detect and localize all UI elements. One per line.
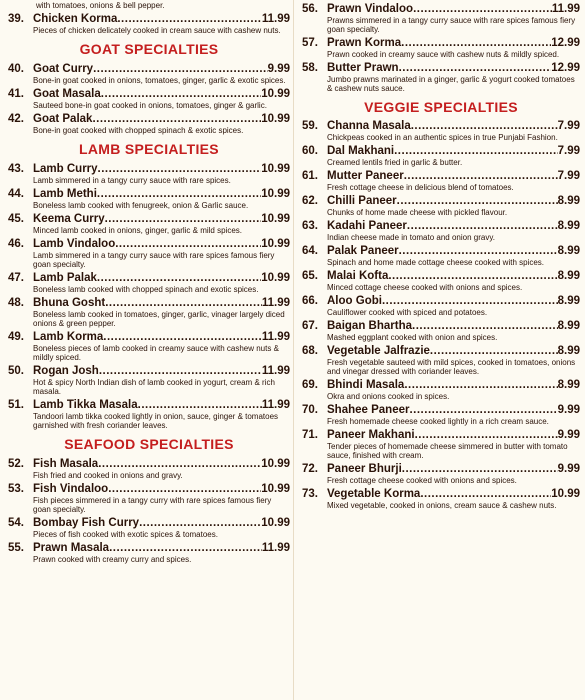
- menu-item: [8, 212, 290, 235]
- menu-item: [8, 330, 290, 362]
- item-name: Lamb Tikka Masala: [33, 399, 138, 411]
- item-price: 7.99: [557, 170, 580, 182]
- menu-item-row: [8, 271, 290, 285]
- item-description: Boneless pieces of lamb cooked in creamy sauce with cashew nuts & mildly spiced.: [33, 344, 279, 362]
- item-number: 60.: [302, 145, 318, 157]
- item-number: 57.: [302, 37, 318, 49]
- dot-leader: [103, 330, 262, 344]
- dot-leader: [105, 212, 262, 226]
- menu-item: [8, 516, 290, 539]
- menu-item-row: [8, 398, 290, 412]
- dot-leader: [101, 87, 261, 101]
- dot-leader: [415, 428, 558, 442]
- dot-leader: [399, 61, 552, 75]
- item-name: Chilli Paneer: [327, 195, 397, 207]
- item-price: 11.99: [261, 399, 290, 411]
- menu-item: [8, 112, 290, 135]
- item-description: Jumbo prawns marinated in a ginger, garlic & yogurt cooked tomatoes & cashew nuts sauce.: [327, 75, 575, 93]
- menu-item: [302, 169, 580, 192]
- item-number: 43.: [8, 163, 24, 175]
- item-price: 10.99: [261, 272, 290, 284]
- dot-leader: [117, 12, 261, 26]
- dot-leader: [404, 169, 558, 183]
- item-price: 10.99: [261, 213, 290, 225]
- item-number: 58.: [302, 62, 318, 74]
- item-number: 69.: [302, 379, 318, 391]
- column-divider: [293, 0, 294, 700]
- item-name: Mutter Paneer: [327, 170, 404, 182]
- dot-leader: [388, 269, 557, 283]
- item-name: Goat Curry: [33, 63, 94, 75]
- item-number: 42.: [8, 113, 24, 125]
- menu-item: [302, 36, 580, 59]
- menu-item-row: [302, 244, 580, 258]
- item-price: 8.99: [557, 320, 580, 332]
- seafood-items: [8, 457, 290, 564]
- menu-item: [8, 398, 290, 430]
- item-name: Palak Paneer: [327, 245, 399, 257]
- item-number: 51.: [8, 399, 24, 411]
- item-name: Fish Vindaloo: [33, 483, 109, 495]
- menu-item: [8, 271, 290, 294]
- item-description: Chunks of home made cheese with pickled flavour.: [327, 208, 508, 217]
- item-name: Kadahi Paneer: [327, 220, 407, 232]
- menu-item-row: [302, 487, 580, 501]
- item-name: Dal Makhani: [327, 145, 395, 157]
- menu-item-row: [8, 87, 290, 101]
- item-description: Boneless lamb cooked with fenugreek, onion & Garlic sauce.: [33, 201, 249, 210]
- item-number: 67.: [302, 320, 318, 332]
- goat-items: [8, 62, 290, 135]
- item-price: 10.99: [261, 163, 290, 175]
- menu-item-row: [8, 457, 290, 471]
- menu-item-row: [302, 36, 580, 50]
- item-number: 52.: [8, 458, 24, 470]
- item-number: 46.: [8, 238, 24, 250]
- item-number: 62.: [302, 195, 318, 207]
- menu-item-row: [302, 169, 580, 183]
- goat-specialties-heading: GOAT SPECIALTIES: [79, 41, 219, 57]
- item-description: Okra and onions cooked in spices.: [327, 392, 450, 401]
- item-number: 65.: [302, 270, 318, 282]
- menu-item-row: [8, 162, 290, 176]
- item-name: Malai Kofta: [327, 270, 389, 282]
- item-price: 8.99: [557, 195, 580, 207]
- item-description: Prawn cooked with creamy curry and spices.: [33, 555, 192, 564]
- item-description: Bone-in goat cooked with chopped spinach & exotic spices.: [33, 126, 244, 135]
- dot-leader: [394, 144, 558, 158]
- item-price: 11.99: [261, 297, 290, 309]
- veggie-specialties-heading: VEGGIE SPECIALTIES: [364, 99, 518, 115]
- item-name: Rogan Josh: [33, 365, 99, 377]
- item-number: 50.: [8, 365, 24, 377]
- menu-item-row: [302, 344, 580, 358]
- item-number: 70.: [302, 404, 318, 416]
- menu-item: [8, 482, 290, 514]
- item-description: Pieces of chicken delicately cooked in cream sauce with cashew nuts.: [33, 26, 281, 35]
- item-price: 10.99: [261, 458, 290, 470]
- dot-leader: [430, 344, 558, 358]
- item-price: 8.99: [557, 220, 580, 232]
- menu-item: [8, 62, 290, 85]
- menu-item: [302, 219, 580, 242]
- menu-item: [8, 12, 290, 35]
- menu-item-row: [302, 294, 580, 308]
- item-description: Mixed vegetable, cooked in onions, cream sauce & cashew nuts.: [327, 501, 557, 510]
- item-name: Paneer Makhani: [327, 429, 415, 441]
- item-description: Lamb simmered in a tangy curry sauce with rare spices.: [33, 176, 231, 185]
- chicken-items: [8, 12, 290, 35]
- menu-item: [302, 462, 580, 485]
- dot-leader: [108, 482, 261, 496]
- item-number: 71.: [302, 429, 318, 441]
- item-price: 9.99: [557, 404, 580, 416]
- menu-item-row: [302, 144, 580, 158]
- item-number: 40.: [8, 63, 24, 75]
- item-number: 45.: [8, 213, 24, 225]
- menu-item-row: [8, 187, 290, 201]
- menu-item: [8, 187, 290, 210]
- item-description: Minced cottage cheese cooked with onions and spices.: [327, 283, 523, 292]
- dot-leader: [138, 398, 262, 412]
- item-name: Bombay Fish Curry: [33, 517, 140, 529]
- item-price: 9.99: [267, 63, 290, 75]
- menu-item-row: [302, 319, 580, 333]
- dot-leader: [420, 487, 551, 501]
- menu-item: [302, 119, 580, 142]
- dot-leader: [413, 2, 552, 16]
- menu-item-row: [8, 482, 290, 496]
- menu-item-row: [302, 269, 580, 283]
- item-description: Prawns simmered in a tangy curry sauce with rare spices famous fiery goan specialty.: [327, 16, 576, 34]
- menu-item-row: [8, 296, 290, 310]
- item-description: Fresh cottage cheese in delicious blend of tomatoes.: [327, 183, 514, 192]
- item-number: 53.: [8, 483, 24, 495]
- item-name: Shahee Paneer: [327, 404, 410, 416]
- menu-item: [302, 319, 580, 342]
- left-column: [8, 0, 290, 564]
- item-price: 11.99: [261, 542, 290, 554]
- menu-item: [302, 487, 580, 510]
- menu-item: [302, 403, 580, 426]
- item-description: Lamb simmered in a tangy curry sauce with rare spices famous fiery goan specialty.: [33, 251, 275, 269]
- item-number: 66.: [302, 295, 318, 307]
- item-number: 59.: [302, 120, 318, 132]
- item-name: Lamb Curry: [33, 163, 98, 175]
- item-number: 68.: [302, 345, 318, 357]
- item-name: Goat Masala: [33, 88, 101, 100]
- item-price: 7.99: [557, 145, 580, 157]
- menu-item: [302, 294, 580, 317]
- item-number: 61.: [302, 170, 318, 182]
- dot-leader: [409, 403, 557, 417]
- item-description: Fresh cottage cheese cooked with onions and spices.: [327, 476, 517, 485]
- item-name: Prawn Korma: [327, 37, 402, 49]
- item-name: Lamb Vindaloo: [33, 238, 116, 250]
- menu-item: [8, 364, 290, 396]
- menu-item: [8, 87, 290, 110]
- menu-item-row: [8, 237, 290, 251]
- item-price: 11.99: [261, 13, 290, 25]
- item-description: Spinach and home made cottage cheese cooked with spices.: [327, 258, 545, 267]
- item-price: 12.99: [551, 62, 580, 74]
- item-number: 44.: [8, 188, 24, 200]
- menu-item: [8, 296, 290, 328]
- item-price: 9.99: [557, 463, 580, 475]
- item-price: 10.99: [261, 188, 290, 200]
- item-name: Fish Masala: [33, 458, 99, 470]
- item-name: Prawn Masala: [33, 542, 110, 554]
- dot-leader: [92, 112, 261, 126]
- item-number: 54.: [8, 517, 24, 529]
- menu-item: [302, 244, 580, 267]
- menu-item: [8, 541, 290, 564]
- item-description: Fresh vegetable sauteed with mild spices, cooked in tomatoes, onions and vinegar dressed with coriander leaves.: [327, 358, 576, 376]
- item-description: Fish pieces simmered in a tangy curry with rare spices famous fiery goan specialty.: [33, 496, 272, 514]
- item-description: Indian cheese made in tomato and onion gravy.: [327, 233, 495, 242]
- item-name: Bhuna Gosht: [33, 297, 106, 309]
- item-price: 8.99: [557, 245, 580, 257]
- item-price: 11.99: [551, 3, 580, 15]
- dot-leader: [382, 294, 558, 308]
- item-price: 12.99: [551, 37, 580, 49]
- menu-item-row: [302, 462, 580, 476]
- dot-leader: [407, 219, 558, 233]
- menu-item: [302, 344, 580, 376]
- item-description: Chickpeas cooked in an authentic spices in true Punjabi Fashion.: [327, 133, 558, 142]
- item-number: 39.: [8, 13, 24, 25]
- dot-leader: [397, 194, 558, 208]
- item-price: 10.99: [261, 113, 290, 125]
- menu-item: [302, 194, 580, 217]
- menu-item-row: [8, 112, 290, 126]
- item-description: Fish fried and cooked in onions and gravy.: [33, 471, 183, 480]
- item-description: Creamed lentils fried in garlic & butter.: [327, 158, 463, 167]
- menu-item: [8, 162, 290, 185]
- menu-item-row: [302, 428, 580, 442]
- item-price: 9.99: [557, 429, 580, 441]
- item-number: 72.: [302, 463, 318, 475]
- item-name: Lamb Methi: [33, 188, 97, 200]
- item-price: 8.99: [557, 295, 580, 307]
- item-name: Lamb Korma: [33, 331, 104, 343]
- menu-item-row: [8, 330, 290, 344]
- item-name: Vegetable Korma: [327, 488, 421, 500]
- menu-item-row: [302, 219, 580, 233]
- item-number: 63.: [302, 220, 318, 232]
- menu-item: [302, 61, 580, 93]
- dot-leader: [399, 244, 558, 258]
- item-number: 73.: [302, 488, 318, 500]
- veggie-items: [302, 119, 580, 510]
- dot-leader: [401, 36, 551, 50]
- menu-item-row: [8, 12, 290, 26]
- prawn-items: [302, 2, 580, 93]
- item-price: 8.99: [557, 379, 580, 391]
- item-description: Sauteed bone-in goat cooked in onions, tomatoes, ginger & garlic.: [33, 101, 267, 110]
- item-price: 10.99: [261, 483, 290, 495]
- dot-leader: [412, 319, 558, 333]
- item-description: Boneless lamb cooked in tomatoes, ginger, garlic, vinager largely diced onions & green pepper.: [33, 310, 285, 328]
- item-number: 47.: [8, 272, 24, 284]
- item-name: Butter Prawn: [327, 62, 399, 74]
- menu-item: [302, 2, 580, 34]
- menu-item-row: [302, 403, 580, 417]
- dot-leader: [109, 541, 262, 555]
- lamb-items: [8, 162, 290, 430]
- item-description: Tandoori lamb tikka cooked lightly in onion, sauce, ginger & tomatoes garnished with fresh coriander leaves.: [33, 412, 279, 430]
- dot-leader: [99, 364, 262, 378]
- item-description: Boneless lamb cooked with chopped spinach and exotic spices.: [33, 285, 259, 294]
- item-price: 11.99: [261, 365, 290, 377]
- item-price: 10.99: [261, 88, 290, 100]
- menu-item: [302, 269, 580, 292]
- menu-item-row: [8, 541, 290, 555]
- menu-item-row: [302, 2, 580, 16]
- item-name: Bhindi Masala: [327, 379, 405, 391]
- item-price: 7.99: [557, 120, 580, 132]
- menu-item-row: [302, 378, 580, 392]
- item-price: 10.99: [261, 517, 290, 529]
- dot-leader: [98, 457, 261, 471]
- item-name: Baigan Bhartha: [327, 320, 412, 332]
- item-number: 56.: [302, 3, 318, 15]
- item-description: Pieces of fish cooked with exotic spices & tomatoes.: [33, 530, 218, 539]
- dot-leader: [139, 516, 261, 530]
- dot-leader: [404, 378, 557, 392]
- dot-leader: [98, 162, 262, 176]
- item-name: Goat Palak: [33, 113, 93, 125]
- item-number: 41.: [8, 88, 24, 100]
- continued-description: with tomatoes, onions & bell pepper.: [36, 1, 165, 10]
- item-price: 10.99: [551, 488, 580, 500]
- item-number: 64.: [302, 245, 318, 257]
- item-name: Lamb Palak: [33, 272, 97, 284]
- item-price: 8.99: [557, 345, 580, 357]
- item-name: Aloo Gobi: [327, 295, 382, 307]
- item-name: Vegetable Jalfrazie: [327, 345, 430, 357]
- menu-item-row: [8, 62, 290, 76]
- item-description: Fresh homemade cheese cooked lightly in a rich cream sauce.: [327, 417, 549, 426]
- menu-item-row: [8, 212, 290, 226]
- item-description: Hot & spicy North Indian dish of lamb cooked in yogurt, cream & rich masala.: [33, 378, 275, 396]
- menu-item-row: [302, 194, 580, 208]
- menu-item: [8, 457, 290, 480]
- item-name: Channa Masala: [327, 120, 411, 132]
- menu-item-row: [8, 516, 290, 530]
- lamb-specialties-heading: LAMB SPECIALTIES: [79, 141, 219, 157]
- item-name: Prawn Vindaloo: [327, 3, 414, 15]
- menu-item-row: [302, 119, 580, 133]
- item-description: Tender pieces of homemade cheese simmered in butter with tomato sauce, finished with cream.: [327, 442, 568, 460]
- menu-item-row: [8, 364, 290, 378]
- seafood-specialties-heading: SEAFOOD SPECIALTIES: [64, 436, 234, 452]
- dot-leader: [97, 271, 261, 285]
- dot-leader: [402, 462, 558, 476]
- dot-leader: [411, 119, 558, 133]
- menu-item: [8, 237, 290, 269]
- item-price: 11.99: [261, 331, 290, 343]
- item-number: 49.: [8, 331, 24, 343]
- item-number: 48.: [8, 297, 24, 309]
- item-number: 55.: [8, 542, 24, 554]
- dot-leader: [115, 237, 261, 251]
- item-description: Cauliflower cooked with spiced and potatoes.: [327, 308, 488, 317]
- item-name: Paneer Bhurji: [327, 463, 402, 475]
- item-name: Chicken Korma: [33, 13, 118, 25]
- item-description: Minced lamb cooked in onions, ginger, garlic & mild spices.: [33, 226, 242, 235]
- menu-item-row: [302, 61, 580, 75]
- right-column: [302, 0, 580, 510]
- item-description: Mashed eggplant cooked with onion and spices.: [327, 333, 498, 342]
- menu-item: [302, 144, 580, 167]
- item-description: Bone-in goat cooked in onions, tomatoes, ginger, garlic & exotic spices.: [33, 76, 286, 85]
- menu-item: [302, 428, 580, 460]
- item-name: Keema Curry: [33, 213, 105, 225]
- dot-leader: [93, 62, 268, 76]
- dot-leader: [105, 296, 262, 310]
- item-description: Prawn cooked in creamy sauce with cashew nuts & mildly spiced.: [327, 50, 560, 59]
- dot-leader: [97, 187, 261, 201]
- menu-item: [302, 378, 580, 401]
- item-price: 8.99: [557, 270, 580, 282]
- item-price: 10.99: [261, 238, 290, 250]
